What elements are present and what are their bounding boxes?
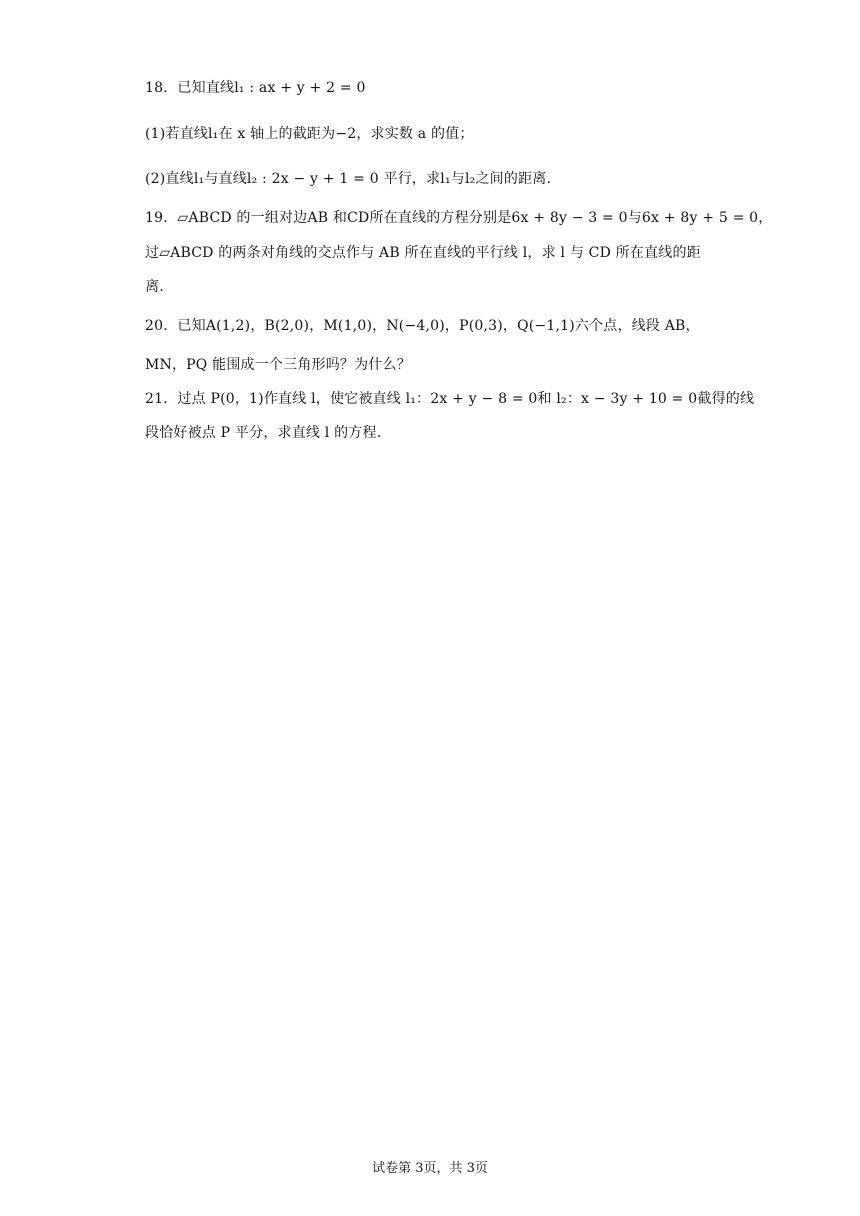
question-19-line-1: 19．▱ABCD 的一组对边AB 和CD所在直线的方程分别是6x + 8y − 3 = 0与6x + 8y + 5 = 0， [145, 210, 773, 226]
page-footer: 试卷第 3页，共 3页 [372, 1161, 488, 1176]
question-20-line-2: MN，PQ 能围成一个三角形吗？为什么？ [145, 357, 411, 373]
question-21-line-2: 段恰好被点 P 平分，求直线 l 的方程. [145, 425, 382, 441]
question-18-part-2: (2)直线l₁与直线l₂ : 2x − y + 1 = 0 平行，求l₁与l₂之间的距离. [145, 171, 552, 187]
question-19-line-2: 过▱ABCD 的两条对角线的交点作与 AB 所在直线的平行线 l，求 l 与 CD 所在直线的距 [145, 245, 701, 261]
question-18-stem: 18．已知直线l₁ : ax + y + 2 = 0 [145, 80, 366, 96]
question-20-line-1: 20．已知A(1,2)，B(2,0)，M(1,0)，N(−4,0)，P(0,3)，Q(−1,1)六个点，线段 AB， [145, 318, 700, 334]
question-19-line-3: 离. [145, 279, 164, 295]
question-18-part-1: (1)若直线l₁在 x 轴上的截距为−2，求实数 a 的值； [145, 126, 474, 142]
question-21-line-1: 21．过点 P(0，1)作直线 l，使它被直线 l₁：2x + y − 8 = 0和 l₂：x − 3y + 10 = 0截得的线 [145, 391, 755, 407]
